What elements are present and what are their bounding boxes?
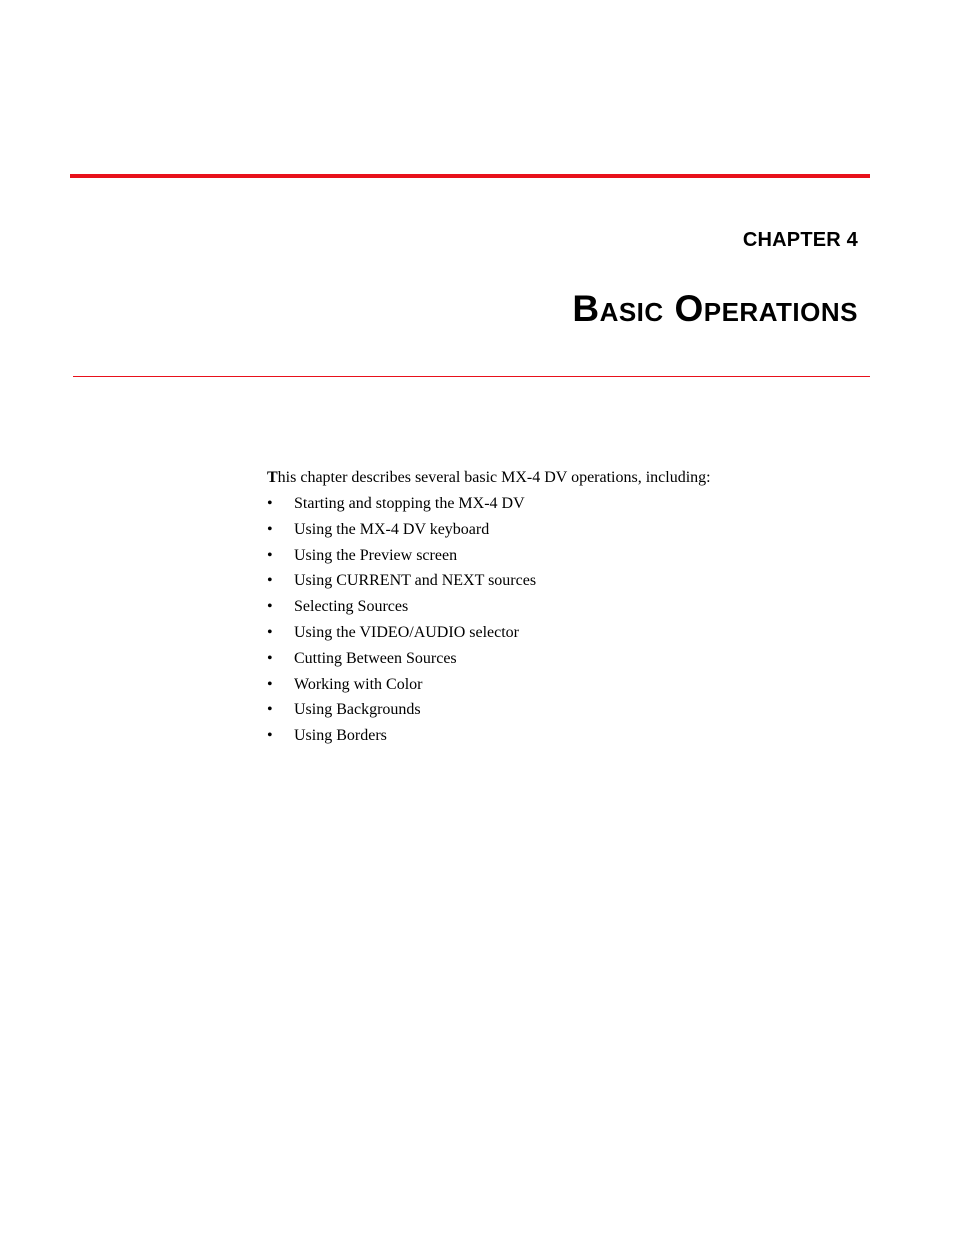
- list-item-text: Using the VIDEO/AUDIO selector: [294, 623, 519, 641]
- list-item: [267, 647, 867, 673]
- list-item: [267, 569, 867, 595]
- list-item: [267, 673, 867, 699]
- chapter-bottom-rule: [73, 376, 870, 377]
- list-item-text: Using the MX-4 DV keyboard: [294, 520, 490, 538]
- list-item-text: Cutting Between Sources: [294, 649, 457, 667]
- bullet-icon: •: [267, 495, 273, 512]
- chapter-top-rule: [70, 174, 870, 178]
- list-item: [267, 621, 867, 647]
- list-item-text: Working with Color: [294, 675, 423, 693]
- intro-paragraph: [267, 466, 867, 490]
- bullet-icon: •: [267, 572, 273, 590]
- list-item: [267, 724, 867, 750]
- chapter-title: Basic Operations: [572, 288, 858, 329]
- topic-list: [267, 492, 867, 750]
- bullet-icon: •: [267, 598, 273, 616]
- list-item: [267, 698, 867, 724]
- list-item-text: Starting and stopping the MX-4 DV: [294, 495, 525, 512]
- list-item-text: Using CURRENT and NEXT sources: [294, 572, 537, 590]
- bullet-icon: •: [267, 727, 273, 745]
- list-item-text: Using Backgrounds: [294, 701, 421, 719]
- bullet-icon: •: [267, 520, 273, 538]
- bullet-icon: •: [267, 649, 273, 667]
- chapter-number: CHAPTER 4: [742, 229, 858, 251]
- intro-drop-letter: T: [267, 469, 278, 486]
- list-item-text: Using the Preview screen: [294, 546, 458, 564]
- intro-text: his chapter describes several basic MX-4 DV operations, including:: [277, 469, 711, 486]
- bullet-icon: •: [267, 623, 273, 641]
- bullet-icon: •: [267, 675, 273, 693]
- list-item: [267, 518, 867, 544]
- list-item: [267, 595, 867, 621]
- bullet-icon: •: [267, 701, 273, 719]
- list-item-text: Selecting Sources: [294, 598, 409, 616]
- list-item-text: Using Borders: [294, 727, 387, 745]
- chapter-body: [267, 466, 867, 750]
- list-item: [267, 544, 867, 570]
- list-item: [267, 492, 867, 518]
- bullet-icon: •: [267, 546, 273, 564]
